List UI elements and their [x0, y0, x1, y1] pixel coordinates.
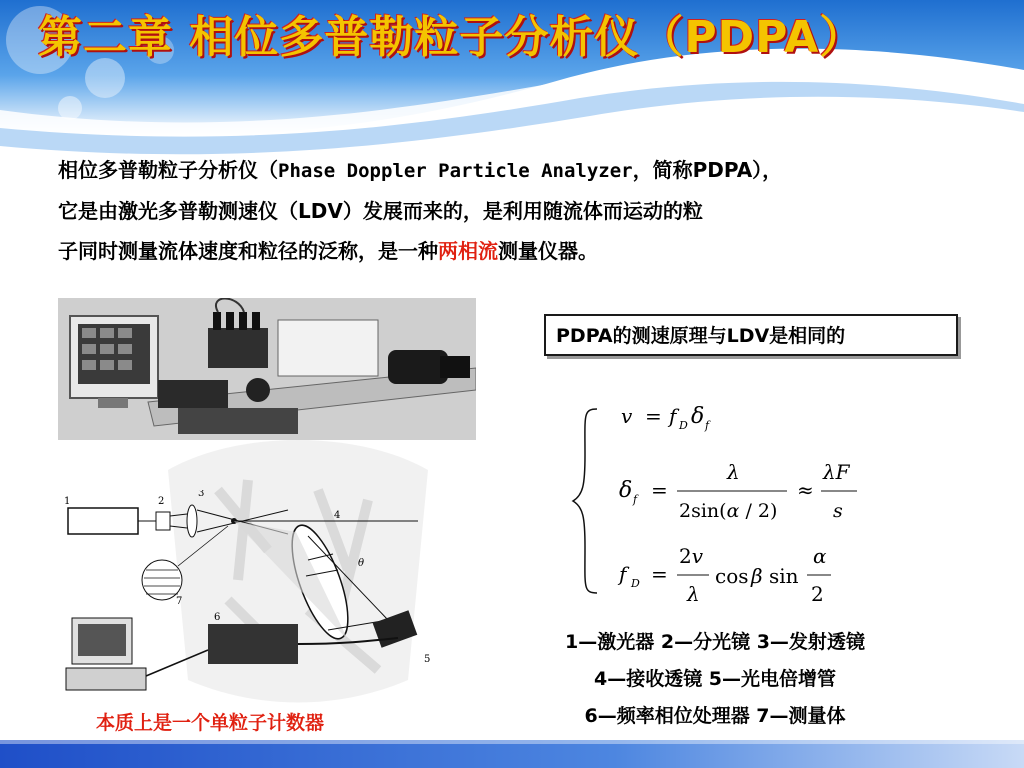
intro-english-name: Phase Doppler Particle Analyzer: [278, 160, 633, 182]
svg-text:2sin(α / 2): 2sin(α / 2): [679, 500, 778, 522]
svg-text:s: s: [833, 500, 843, 522]
svg-text:sin: sin: [769, 564, 799, 588]
formula-block: [565, 395, 885, 625]
svg-text:D: D: [679, 419, 688, 432]
svg-text:α: α: [813, 544, 827, 568]
instrument-photo: [58, 298, 476, 440]
formula-velocity: [621, 404, 711, 432]
svg-text:cos: cos: [715, 564, 749, 588]
svg-text:D: D: [631, 577, 640, 590]
svg-text:2v: 2v: [679, 544, 704, 568]
legend-line-1: 1—激光器 2—分光镜 3—发射透镜: [565, 631, 865, 653]
intro-highlight: 两相流: [438, 239, 498, 263]
svg-text:δ: δ: [619, 478, 633, 503]
diagram-label-7: 7: [176, 596, 183, 607]
diagram-label-3: 3: [198, 490, 205, 499]
svg-text:≈: ≈: [797, 478, 814, 502]
formula-doppler-frequency: [617, 544, 831, 606]
legend-line-3: 6—频率相位处理器 7—测量体: [584, 705, 846, 727]
intro-line-3-end: 测量仪器。: [498, 239, 598, 263]
diagram-label-1: 1: [64, 496, 71, 507]
svg-text:v: v: [621, 404, 633, 428]
svg-text:λ: λ: [687, 582, 700, 606]
svg-text:f: f: [705, 419, 710, 432]
svg-text:f: f: [633, 493, 638, 506]
principle-note-box: PDPA的测速原理与LDV是相同的: [544, 314, 958, 356]
svg-text:=: =: [645, 404, 662, 428]
diagram-label-5: 5: [424, 654, 431, 665]
formula-fringe-spacing: [619, 460, 857, 522]
intro-line-1-end: ，简称PDPA），: [632, 158, 783, 182]
svg-text:=: =: [651, 478, 668, 502]
intro-line-3: [58, 231, 1018, 271]
legend-line-2: 4—接收透镜 5—光电倍增管: [593, 668, 837, 690]
diagram-label-theta: θ: [358, 558, 365, 569]
intro-line-1: [58, 150, 1018, 191]
pdpa-schematic-diagram: [58, 490, 476, 700]
svg-text:λF: λF: [823, 460, 850, 484]
svg-text:2: 2: [811, 582, 824, 606]
footer-bar: [0, 740, 1024, 768]
svg-text:λ: λ: [727, 460, 740, 484]
svg-text:f: f: [619, 562, 627, 586]
intro-line-1-start: 相位多普勒粒子分析仪（: [58, 158, 278, 182]
svg-text:=: =: [651, 562, 668, 586]
slide-title: 第二章 相位多普勒粒子分析仪（PDPA）: [38, 12, 865, 63]
intro-line-2: 它是由激光多普勒测速仪（LDV）发展而来的，是利用随流体而运动的粒: [58, 199, 703, 223]
svg-text:β: β: [751, 564, 763, 588]
svg-text:f: f: [669, 404, 677, 428]
svg-text:δ: δ: [691, 404, 705, 429]
diagram-label-4: 4: [334, 510, 341, 521]
diagram-label-6: 6: [214, 612, 221, 623]
intro-line-3-start: 子同时测量流体速度和粒径的泛称，是一种: [58, 239, 438, 263]
curly-brace: [573, 409, 597, 593]
laser-component: [68, 508, 138, 534]
diagram-caption: 本质上是一个单粒子计数器: [96, 712, 325, 734]
intro-paragraph: [58, 150, 1018, 271]
diagram-label-2: 2: [158, 496, 165, 507]
component-legend: [500, 624, 930, 735]
